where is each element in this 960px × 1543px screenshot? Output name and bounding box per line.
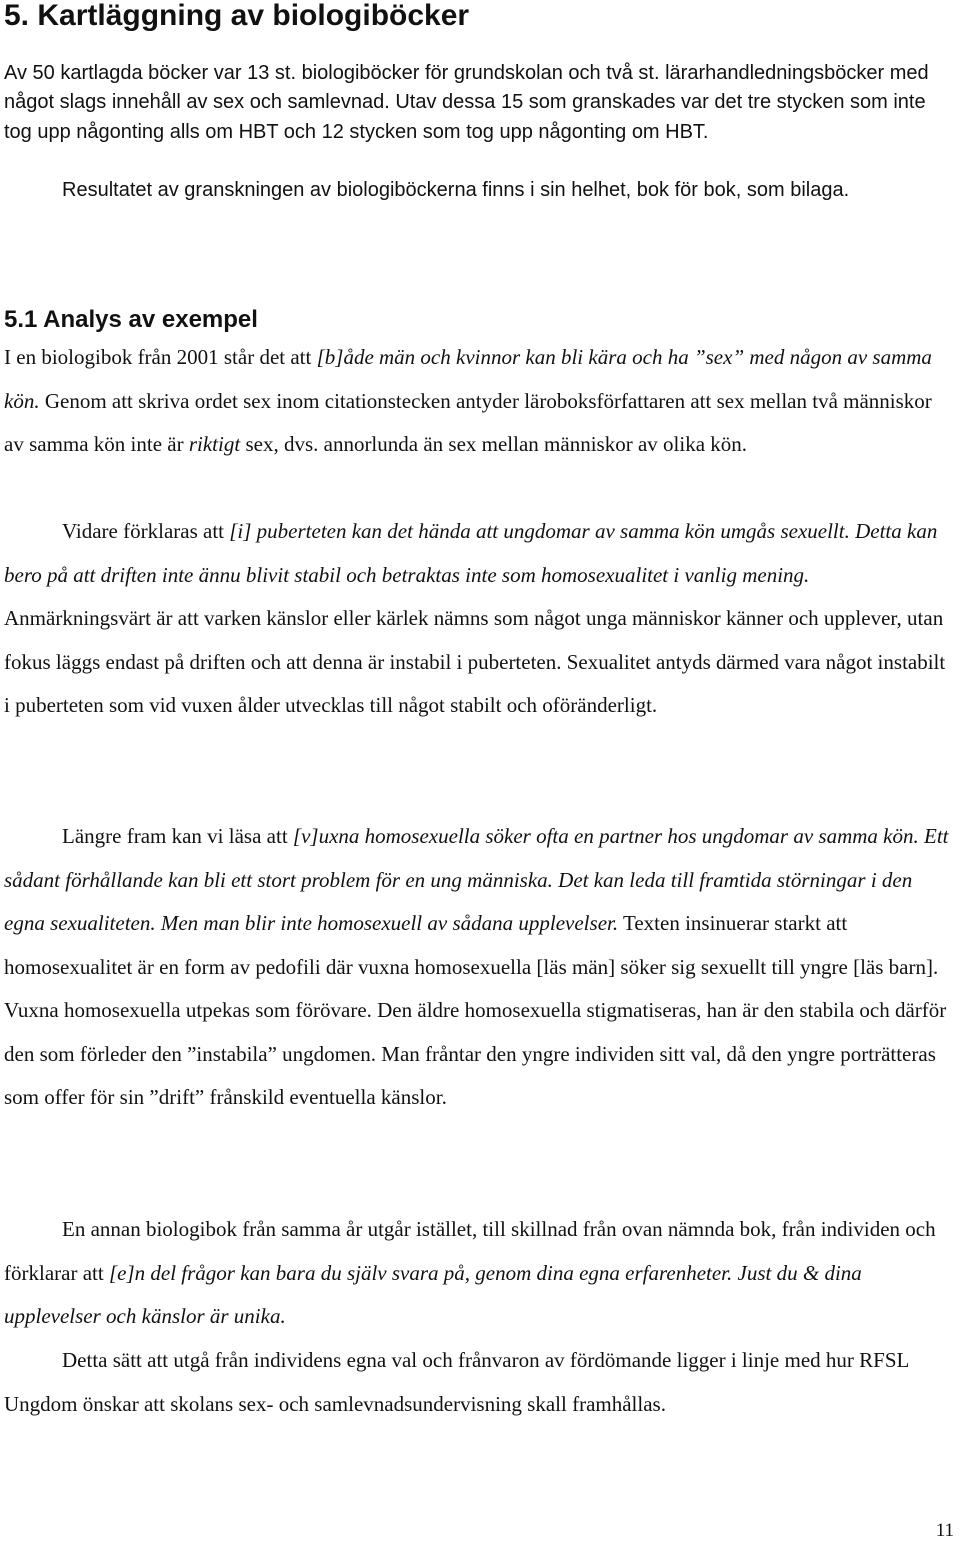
p2-quote: [i] puberteten kan det hända att ungdomar av samma kön umgås sexuellt. Detta kan bero på att driften inte ännu blivit stabil och betraktas inte som homosexualitet i vanlig mening. bbox=[4, 519, 938, 587]
p1-text-c: Genom att skriva ordet sex inom citationstecken antyder läroboksförfattaren att sex mellan två människor av samma kön inte är bbox=[4, 388, 932, 456]
p2-text-a: Vidare förklaras att bbox=[62, 519, 230, 543]
analysis-paragraph-2 bbox=[4, 510, 956, 728]
intro-paragraph-2 bbox=[4, 176, 956, 205]
p5-text: Detta sätt att utgå från individens egna val och frånvaron av fördömande ligger i linje med hur RFSL Ungdom önskar att skolans sex- och samlevnadsundervisning skall framhållas. bbox=[4, 1348, 909, 1416]
p1-italic-word: riktigt bbox=[188, 432, 241, 456]
page-number: 11 bbox=[935, 1520, 954, 1541]
intro-paragraph bbox=[4, 59, 956, 147]
analysis-paragraph-5 bbox=[4, 1339, 956, 1426]
chapter-heading: 5. Kartläggning av biologiböcker bbox=[4, 0, 470, 32]
intro-text: Av 50 kartlagda böcker var 13 st. biologiböcker för grundskolan och två st. lärarhandledningsböcker med något slags innehåll av sex och samlevnad. Utav dessa 15 som granskades var det tre stycken som inte tog upp någonting alls om HBT och 12 stycken som tog upp någonting om HBT. bbox=[4, 62, 929, 143]
intro-text-2: Resultatet av granskningen av biologiböckerna finns i sin helhet, bok för bok, som bilaga. bbox=[62, 179, 850, 201]
analysis-paragraph-1 bbox=[4, 336, 956, 467]
p1-quote: [b]åde män och kvinnor kan bli kära och ha ”sex” med någon av samma kön. bbox=[4, 345, 932, 413]
p3-text-c: Texten insinuerar starkt att homosexualitet är en form av pedofili där vuxna homosexuella [läs män] söker sig sexuellt till yngre [läs barn]. Vuxna homosexuella utpekas som förövare. Den äldre homosexuella stigmatiseras, han är den stabila och därför den som förleder den ”instabila” ungdomen. Man fråntar den yngre individen sitt val, då den yngre porträtteras som offer för sin ”drift” frånskild eventuella känslor. bbox=[4, 911, 947, 1109]
analysis-paragraph-3 bbox=[4, 815, 956, 1120]
analysis-paragraph-4 bbox=[4, 1208, 956, 1339]
p1-text-e: sex, dvs. annorlunda än sex mellan människor av olika kön. bbox=[240, 432, 748, 456]
p4-quote: [e]n del frågor kan bara du själv svara på, genom dina egna erfarenheter. Just du & dina upplevelser och känslor är unika. bbox=[4, 1260, 862, 1328]
p3-quote: [v]uxna homosexuella söker ofta en partner hos ungdomar av samma kön. Ett sådant förhållande kan bli ett stort problem för en ung människa. Det kan leda till framtida störningar i den egna sexualiteten. Men man blir inte homosexuell av sådana upplevelser. bbox=[4, 824, 949, 935]
p3-text-a: Längre fram kan vi läsa att bbox=[62, 824, 293, 848]
section-heading: 5.1 Analys av exempel bbox=[4, 306, 258, 333]
p2-text-c: Anmärkningsvärt är att varken känslor eller kärlek nämns som något unga människor känner och upplever, utan fokus läggs endast på driften och att denna är instabil i puberteten. Sexualitet antyds därmed vara något instabilt i puberteten som vid vuxen ålder utvecklas till något stabilt och oföränderligt. bbox=[4, 606, 946, 717]
p1-text-a: I en biologibok från 2001 står det att bbox=[4, 345, 317, 369]
p4-text-a: En annan biologibok från samma år utgår istället, till skillnad från ovan nämnda bok, från individen och förklarar att bbox=[4, 1217, 936, 1285]
